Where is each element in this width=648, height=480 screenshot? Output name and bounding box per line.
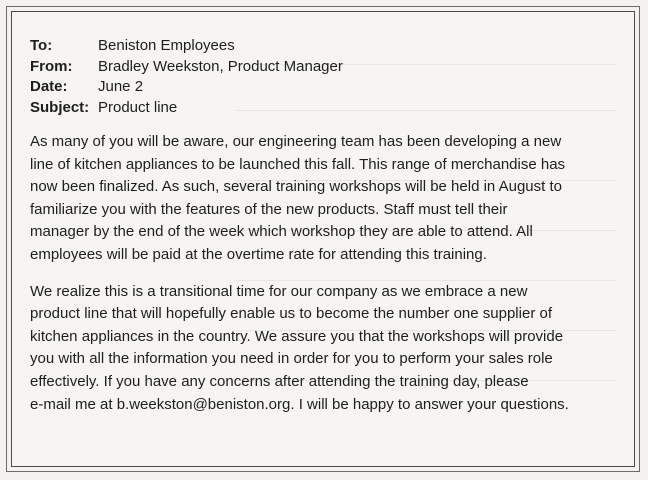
subject-value: Product line	[98, 98, 178, 116]
body-paragraph-1	[30, 131, 615, 267]
from-label: From:	[30, 57, 73, 75]
text-line: As many of you will be aware, our engineering team has been developing a new	[30, 133, 562, 150]
memo	[30, 36, 615, 416]
to-value: Beniston Employees	[98, 37, 235, 54]
text-line: now been finalized. As such, several training workshops will be held in August to	[30, 178, 562, 196]
body-paragraph-2	[30, 281, 615, 417]
text-line: familiarize you with the features of the new products. Staff must tell their	[30, 200, 508, 218]
date-label: Date:	[30, 78, 68, 95]
text-line: line of kitchen appliances to be launched this fall. This range of merchandise has	[30, 155, 566, 173]
text-line: manager by the end of the week which workshop they are able to attend. All	[30, 223, 533, 241]
from-value: Bradley Weekston, Product Manager	[98, 57, 343, 75]
memo-header-from	[30, 57, 343, 78]
text-line: employees will be paid at the overtime rate for attending this training.	[30, 245, 487, 263]
text-line: kitchen appliances in the country. We assure you that the workshops will provide	[30, 327, 564, 345]
text-line: We realize this is a transitional time for our company as we embrace a new	[30, 282, 528, 300]
memo-header-subject	[30, 98, 343, 119]
text-line: product line that will hopefully enable us to become the number one supplier of	[30, 305, 552, 323]
date-value: June 2	[98, 78, 144, 95]
text-line: effectively. If you have any concerns after attending the training day, please	[30, 372, 529, 390]
text-line: you with all the information you need in order for you to perform your sales role	[30, 350, 553, 368]
memo-header	[30, 36, 343, 118]
text-line: e-mail me at b.weekston@beniston.org. I will be happy to answer your questions.	[30, 395, 569, 413]
to-label: To:	[30, 37, 53, 54]
memo-header-to	[30, 36, 343, 57]
subject-label: Subject:	[30, 98, 90, 116]
memo-header-date	[30, 77, 343, 98]
